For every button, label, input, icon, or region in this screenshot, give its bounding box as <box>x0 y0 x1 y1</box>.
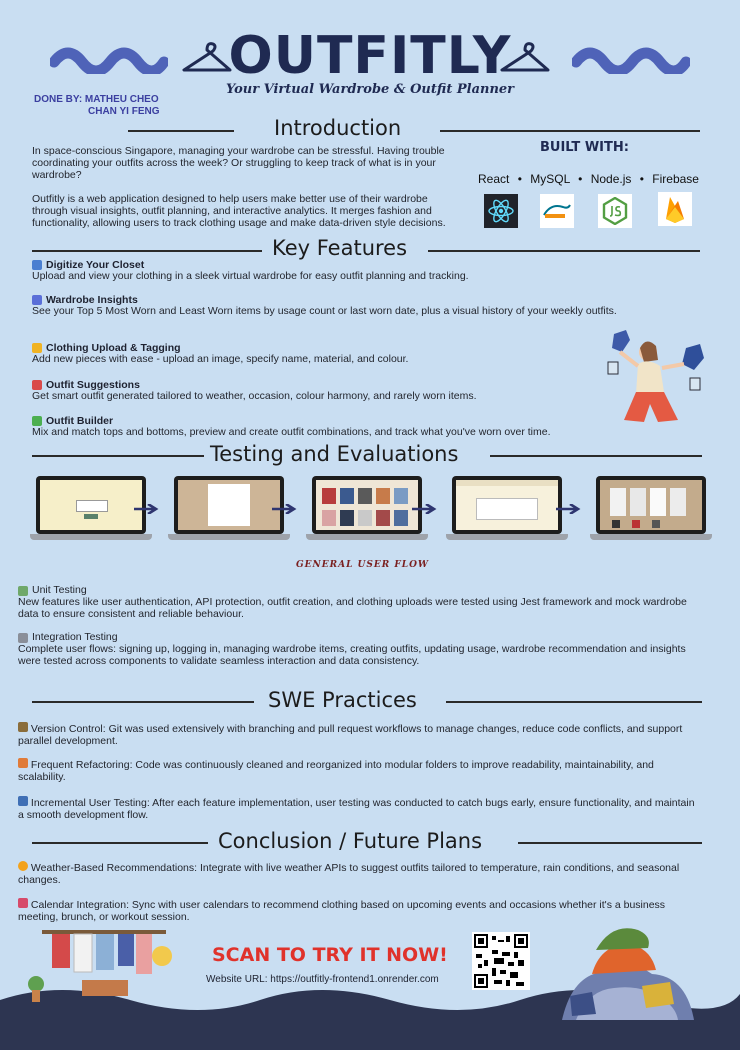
flow-label: GENERAL USER FLOW <box>296 560 430 570</box>
laptop-screenshot-wardrobe <box>306 476 428 542</box>
laptop-screenshot-outfit <box>446 476 568 542</box>
qr-code[interactable] <box>472 932 530 990</box>
authors <box>34 94 160 118</box>
bell-icon <box>32 260 42 270</box>
feature-item: Clothing Upload & Tagging Add new pieces with ease - upload an image, specify name, material, and colour. <box>32 342 409 365</box>
calendar-icon <box>18 898 28 908</box>
tech-firebase: Firebase <box>652 172 699 186</box>
authors-line2: CHAN YI FENG <box>88 106 160 117</box>
clothes-pile-illustration <box>552 916 702 1026</box>
nodejs-logo <box>598 194 632 228</box>
scan-cta: SCAN TO TRY IT NOW! <box>212 944 448 966</box>
clothing-rack-illustration <box>22 926 182 1010</box>
section-heading-swe: SWE Practices <box>262 688 423 712</box>
section-heading-key-features: Key Features <box>266 236 413 260</box>
feature-item: Outfit Suggestions Get smart outfit generated tailored to weather, occasion, colour harmony, and rarely worn items. <box>32 379 477 402</box>
intro-paragraph-2: Outfitly is a web application designed to help users make better use of their wardrobe through visual insights, outfit planning, and interactive analytics. It merges fashion and functionality, allowing users to track clothing usage and make data-driven style decisions. <box>32 193 446 229</box>
section-heading-testing: Testing and Evaluations <box>204 442 464 466</box>
puzzle-icon <box>32 416 42 426</box>
feature-item: Outfit Builder Mix and match tops and bottoms, preview and create outfit combinations, and track what you've worn over time. <box>32 415 551 438</box>
unit-testing: Unit Testing New features like user authentication, API protection, outfit creation, and clothing uploads were tested using Jest framework and mock wardrobe data to ensure consistent and reliable behaviour. <box>18 584 687 620</box>
website-url[interactable]: Website URL: https://outfitly-frontend1.onrender.com <box>206 974 439 985</box>
sun-icon <box>18 861 28 871</box>
divider <box>32 455 204 457</box>
sparkle-icon <box>32 343 42 353</box>
flow-arrow-icon <box>134 504 160 514</box>
divider <box>446 701 702 703</box>
divider <box>428 250 700 252</box>
built-with-heading: BUILT WITH: <box>540 140 629 155</box>
react-logo <box>484 194 518 228</box>
flow-arrow-icon <box>556 504 582 514</box>
section-heading-introduction: Introduction <box>268 116 407 140</box>
tech-nodejs: Node.js <box>590 172 632 186</box>
bar-chart-icon <box>32 295 42 305</box>
app-title: OUTFITLY <box>228 26 512 86</box>
mysql-logo <box>540 194 574 228</box>
flow-arrow-icon <box>412 504 438 514</box>
section-heading-conclusion: Conclusion / Future Plans <box>212 829 488 853</box>
feature-item: Wardrobe Insights See your Top 5 Most Worn and Least Worn items by usage count or last worn date, plus a visual history of your weekly outfits. <box>32 294 617 317</box>
users-icon <box>18 796 28 806</box>
future-item: Weather-Based Recommendations: Integrate with live weather APIs to suggest outfits tailored to temperature, rain conditions, and seasonal changes. <box>18 862 680 886</box>
feature-item: Digitize Your Closet Upload and view your clothing in a sleek virtual wardrobe for easy outfit planning and tracking. <box>32 259 469 282</box>
tech-react: React <box>478 172 510 186</box>
swe-item: Version Control: Git was used extensively with branching and pull request workflows to manage changes, reduce code conflicts, and support parallel development. <box>18 723 683 747</box>
divider <box>128 130 234 132</box>
divider <box>518 842 702 844</box>
broom-icon <box>18 758 28 768</box>
flow-arrow-icon <box>272 504 298 514</box>
shopping-person-illustration <box>600 322 710 426</box>
test-tube-icon <box>18 586 28 596</box>
authors-line1: DONE BY: MATHEU CHEO <box>34 94 159 105</box>
firebase-logo <box>658 192 692 226</box>
swe-item: Incremental User Testing: After each feature implementation, user testing was conducted to catch bugs early, ensure functionality, and maintain a smooth development flow. <box>18 797 695 821</box>
divider <box>32 701 254 703</box>
link-icon <box>18 633 28 643</box>
laptop-screenshot-insights <box>590 476 712 542</box>
app-subtitle: Your Virtual Wardrobe & Outfit Planner <box>225 82 515 97</box>
intro-paragraph-1: In space-conscious Singapore, managing your wardrobe can be stressful. Having trouble coordinating your outfits across the week? Or struggling to keep track of what is in your wardrobe? <box>32 145 445 181</box>
tools-icon <box>18 722 28 732</box>
tech-list: React • MySQL • Node.js • Firebase <box>478 172 699 186</box>
divider <box>440 130 700 132</box>
future-item: Calendar Integration: Sync with user calendars to recommend clothing based on upcoming events and occasions whether it's a business meeting, brunch, or workout session. <box>18 899 666 923</box>
divider <box>490 455 702 457</box>
divider <box>32 250 262 252</box>
swe-item: Frequent Refactoring: Code was continuously cleaned and reorganized into modular folders to improve readability, maintainability, and scalability. <box>18 759 654 783</box>
tech-mysql: MySQL <box>530 172 570 186</box>
integration-testing: Integration Testing Complete user flows: signing up, logging in, managing wardrobe items, creating outfits, updating usage, wardrobe recommendation and insights were tested across components to validate seamless interaction and data consistency. <box>18 631 686 667</box>
robot-icon <box>32 380 42 390</box>
divider <box>32 842 208 844</box>
